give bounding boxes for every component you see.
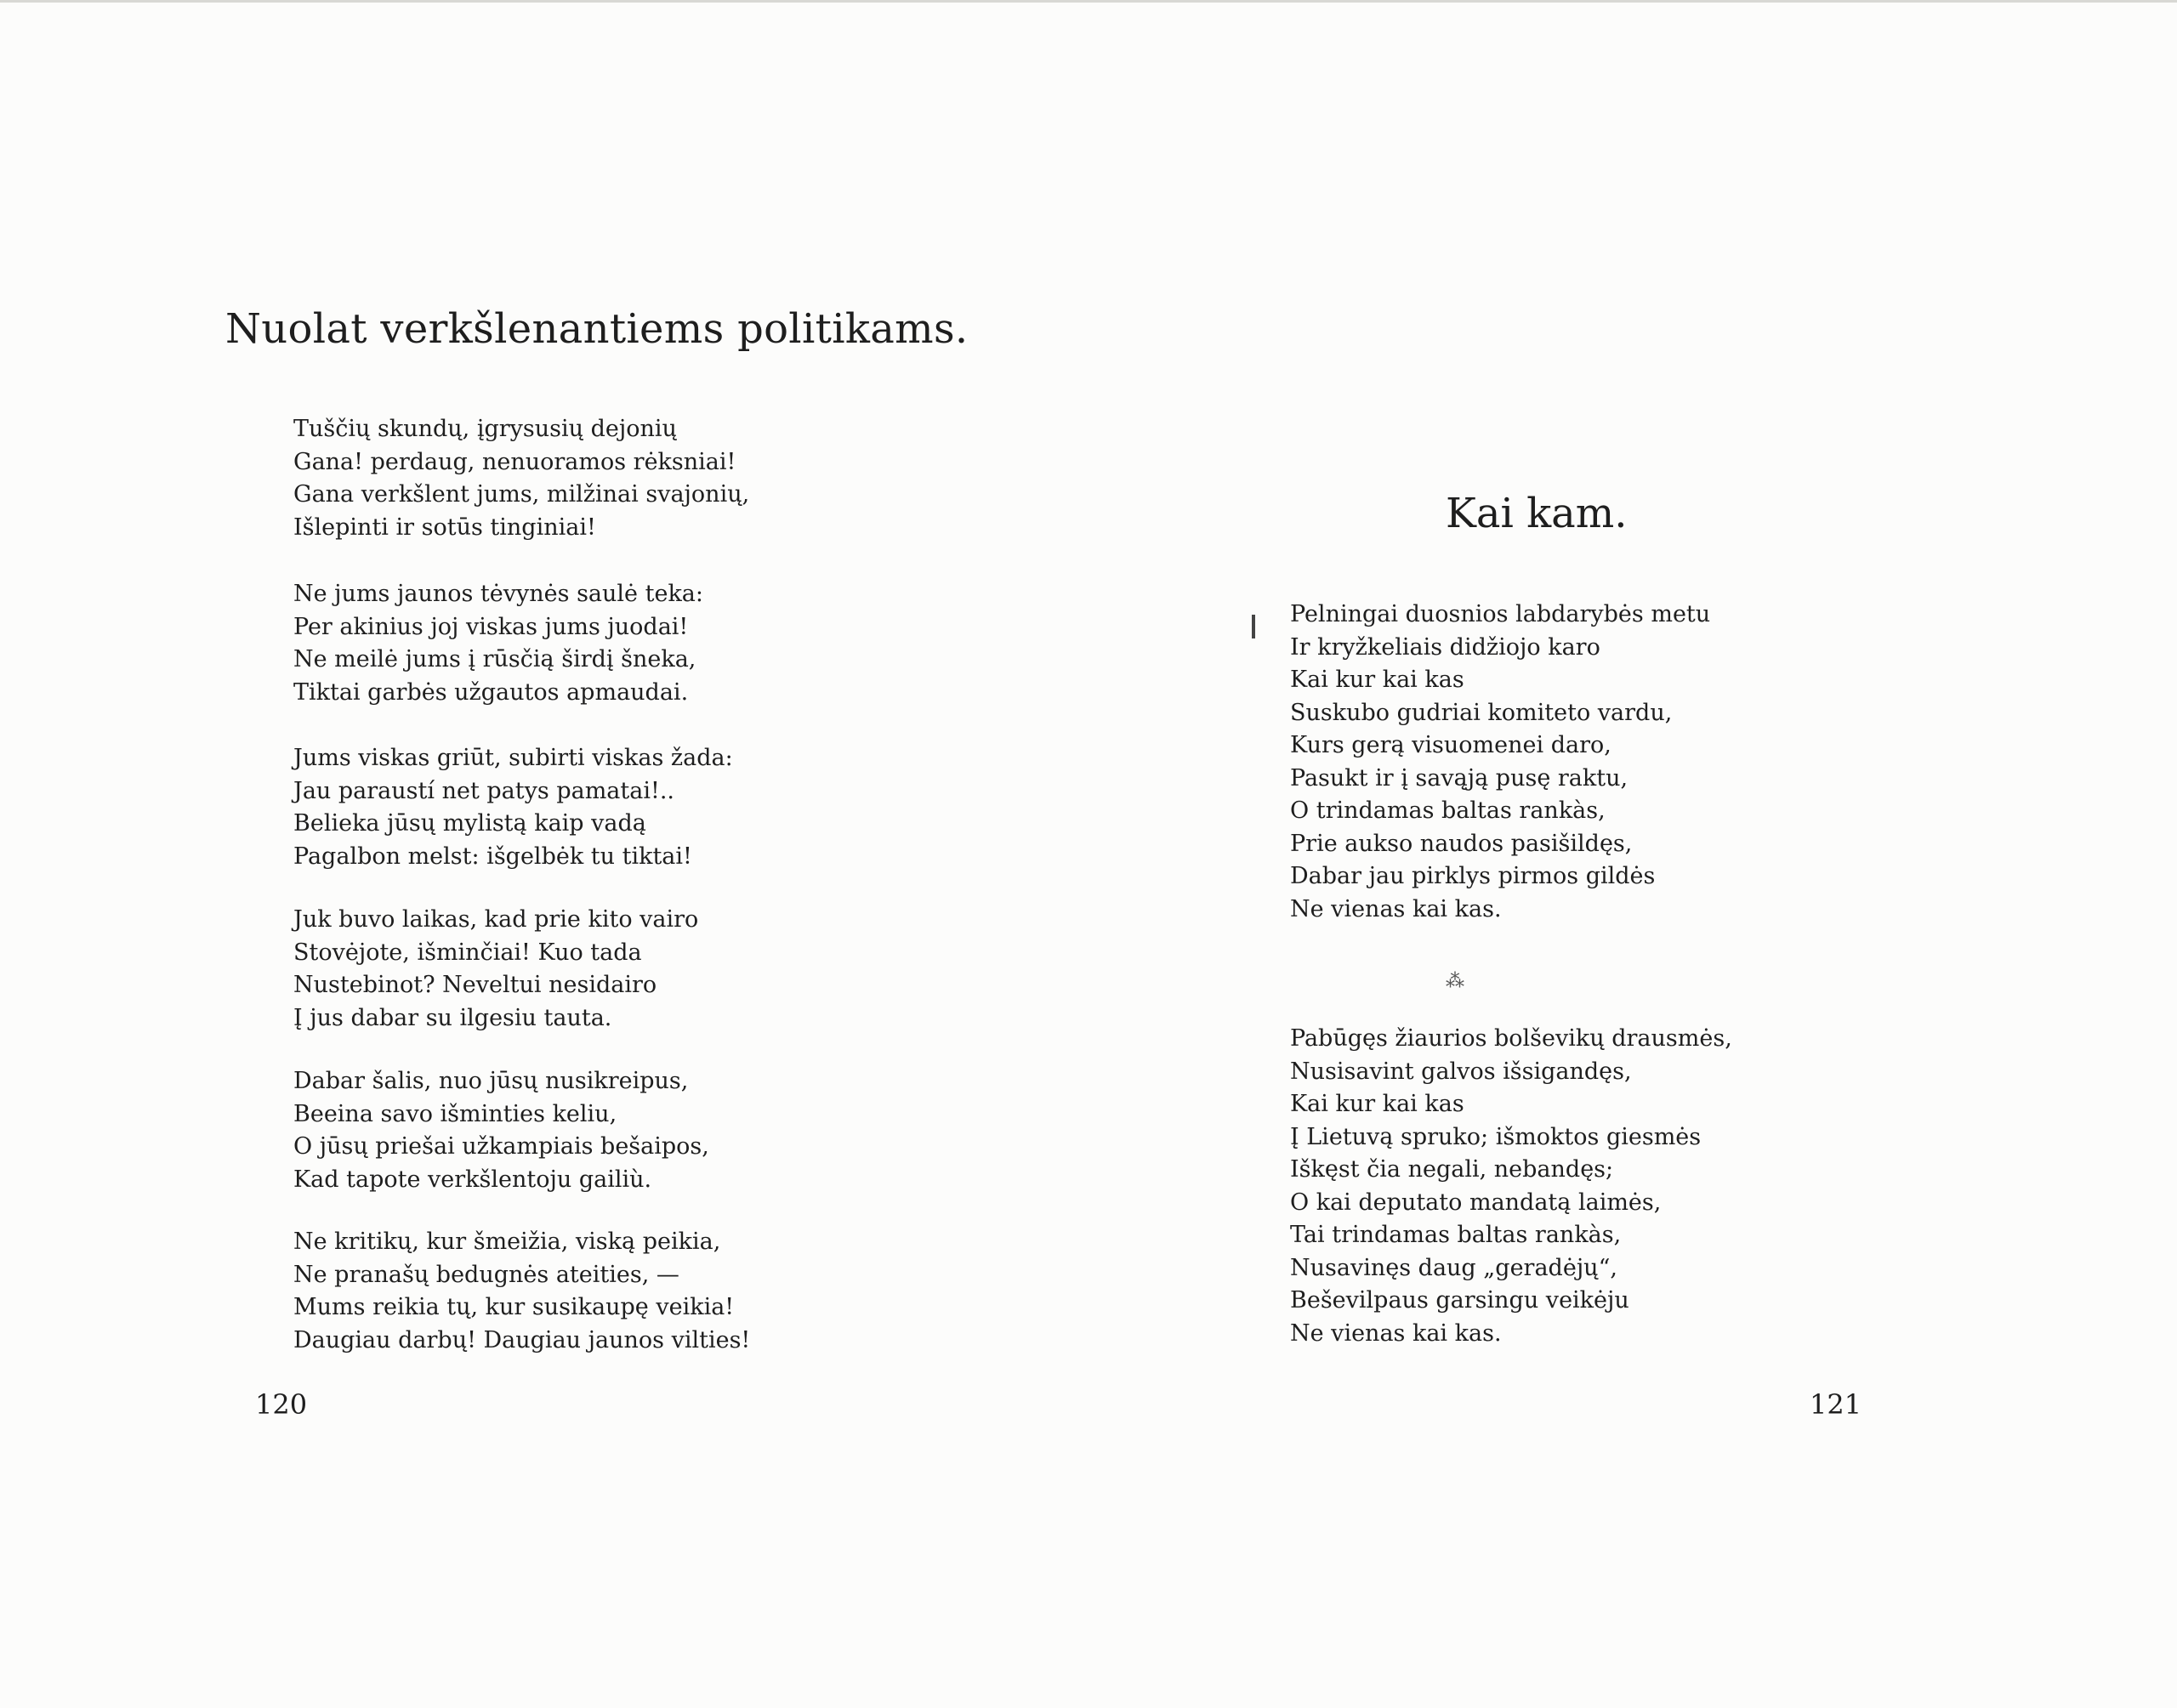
poem-line: Dabar šalis, nuo jūsų nusikreipus, (293, 1068, 689, 1094)
poem-line: Ir kryžkeliais didžiojo karo (1290, 633, 1600, 661)
poem-line: Pagalbon melst: išgelbėk tu tiktai! (293, 843, 692, 870)
poem-line: Prie aukso naudos pasišildęs, (1290, 830, 1633, 857)
poem-line: Ne vienas kai kas. (1290, 1319, 1502, 1347)
left-stanza-6 (293, 1226, 750, 1357)
poem-line: Į Lietuvą spruko; išmoktos giesmės (1290, 1123, 1702, 1150)
poem-line: Pasukt ir į savąją pusę raktu, (1290, 764, 1628, 792)
poem-line: Gana! perdaug, nenuoramos rėksniai! (293, 448, 736, 475)
left-stanza-2 (293, 578, 703, 709)
poem-line: Jau paraustí net patys pamatai!.. (293, 777, 674, 804)
poem-line: Nustebinot? Neveltui nesidairo (293, 972, 657, 998)
poem-line: Iškęst čia negali, nebandęs; (1290, 1156, 1614, 1183)
poem-line: Suskubo gudriai komiteto vardu, (1290, 699, 1673, 726)
poem-line: Išlepinti ir sotūs tinginiai! (293, 514, 596, 541)
left-stanza-1 (293, 413, 749, 544)
poem-line: Tai trindamas baltas rankàs, (1290, 1222, 1622, 1248)
poem-line: Kai kur kai kas (1290, 667, 1464, 693)
right-poem-title: Kai kam. (1446, 490, 1628, 537)
poem-line: Ne pranašų bedugnės ateities, — (293, 1261, 679, 1288)
poem-line: Pabūgęs žiaurios bolševikų drausmės, (1290, 1025, 1732, 1052)
left-stanza-5 (293, 1065, 709, 1196)
left-poem-title: Nuolat verkšlenantiems politikams. (225, 305, 969, 353)
poem-line: Ne jums jaunos tėvynės saulė teka: (293, 581, 703, 607)
poem-line: Mums reikia tų, kur susikaupę veikia! (293, 1294, 735, 1320)
poem-line: Per akinius joj viskas jums juodai! (293, 613, 689, 640)
poem-line: Į jus dabar su ilgesiu tauta. (293, 1004, 612, 1031)
poem-line: Kad tapote verkšlentoju gailiù. (293, 1166, 652, 1193)
poem-line: O jūsų priešai užkampiais bešaipos, (293, 1133, 709, 1160)
right-page (1088, 0, 2177, 1708)
poem-line: Dabar jau pirklys pirmos gildės (1290, 863, 1656, 889)
poem-line: Beeina savo išminties keliu, (293, 1100, 617, 1127)
poem-line: Nusavinęs daug „geradėjų“, (1290, 1254, 1617, 1281)
poem-line: Stovėjote, išminčiai! Kuo tada (293, 939, 642, 966)
poem-line: Beševilpaus garsingu veikėju (1290, 1287, 1629, 1314)
margin-mark (1252, 615, 1255, 638)
poem-line: O kai deputato mandatą laimės, (1290, 1189, 1662, 1216)
right-stanza-2 (1290, 1023, 1732, 1350)
poem-line: Ne meilė jums į rūsčią širdį šneka, (293, 646, 696, 672)
poem-line: Pelningai duosnios labdarybės metu (1290, 601, 1711, 627)
poem-line: Tuščių skundų, įgrysusių dejonių (293, 416, 677, 442)
poem-line: Gana verkšlent jums, milžinai svajonių, (293, 481, 750, 508)
left-stanza-4 (293, 904, 698, 1035)
poem-line: Juk buvo laikas, kad prie kito vairo (293, 906, 699, 933)
poem-line: Ne vienas kai kas. (1290, 895, 1502, 922)
poem-line: Belieka jūsų mylistą kaip vadą (293, 810, 646, 837)
poem-line: Kai kur kai kas (1290, 1091, 1464, 1117)
left-page (0, 0, 1088, 1708)
page-number: 120 (255, 1388, 308, 1421)
right-stanza-1 (1290, 599, 1710, 926)
poem-line: Tiktai garbės užgautos apmaudai. (293, 678, 689, 706)
poem-line: Ne kritikų, kur šmeižia, viską peikia, (293, 1229, 721, 1255)
poem-line: O trindamas baltas rankàs, (1290, 797, 1606, 824)
poem-line: Nusisavint galvos išsigandęs, (1290, 1058, 1632, 1085)
left-stanza-3 (293, 742, 733, 873)
poem-line: Daugiau darbų! Daugiau jaunos vilties! (293, 1326, 751, 1353)
page-number: 121 (1810, 1388, 1862, 1421)
poem-line: Kurs gerą visuomenei daro, (1290, 732, 1611, 758)
stanza-separator: ⁂ (1446, 971, 1464, 992)
poem-line: Jums viskas griūt, subirti viskas žada: (293, 745, 733, 771)
